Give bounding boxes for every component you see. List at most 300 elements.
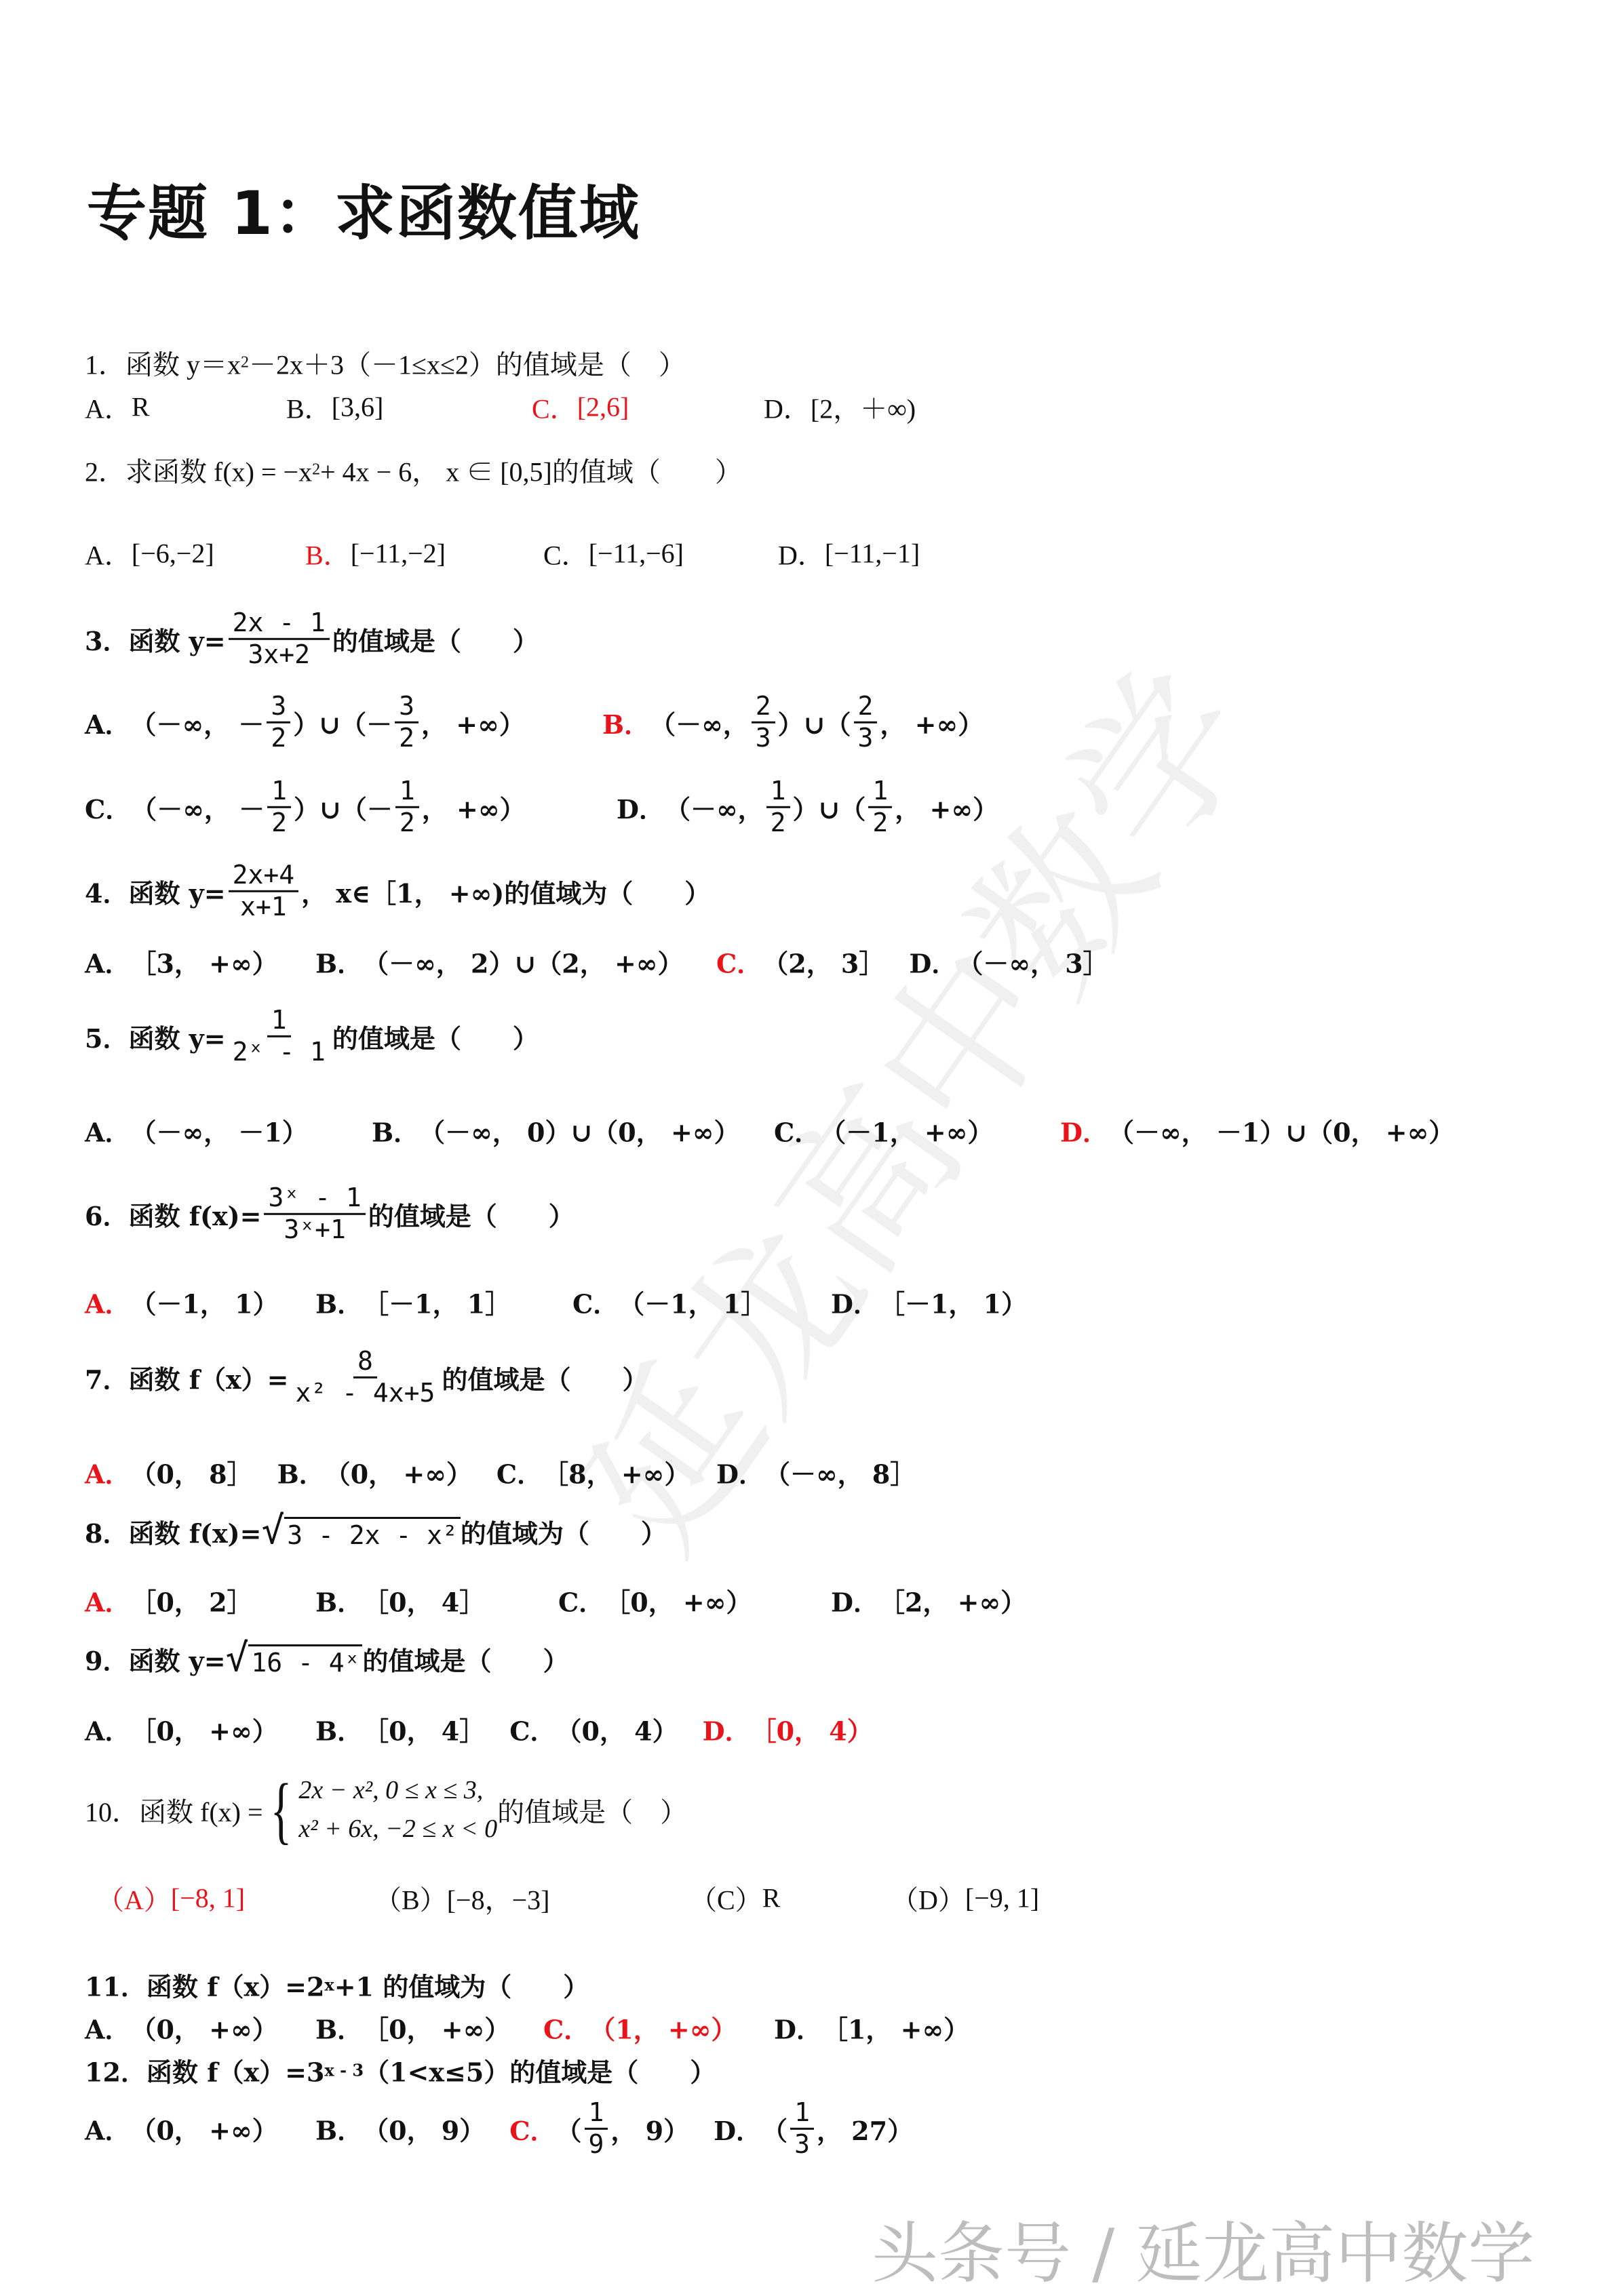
question-5-option-3 <box>774 1112 993 1149</box>
superscript: 2 <box>312 460 321 479</box>
fraction-numerator: 2 <box>752 692 775 724</box>
option-label: A． <box>85 709 131 740</box>
option-value <box>751 1711 873 1748</box>
option-value <box>171 1882 245 1914</box>
question-11-option-1 <box>85 2009 278 2046</box>
math-text: －2x＋3（－1≤x≤2）的值域是（ ） <box>249 349 686 380</box>
piecewise-function <box>263 1768 498 1851</box>
math-text: （1， +∞） <box>589 2014 737 2045</box>
question-10-option-2 <box>374 1879 549 1918</box>
fraction <box>267 776 291 837</box>
option-label: D． <box>764 393 811 424</box>
fraction <box>395 692 419 753</box>
option-value <box>965 1882 1039 1914</box>
question-11-stem <box>85 1966 589 2004</box>
question-number: 10． <box>85 1796 139 1827</box>
math-text: ［1， +∞） <box>821 2014 970 2045</box>
math-text: （－∞， <box>650 709 749 740</box>
math-text: ［0， 4］ <box>363 1716 486 1747</box>
option-label: D． <box>1060 1117 1108 1148</box>
fraction <box>854 692 878 753</box>
option-label: A． <box>85 393 132 424</box>
option-label: A． <box>85 948 131 979</box>
math-text: （ <box>556 2115 582 2146</box>
question-1-option-1 <box>85 388 150 427</box>
question-7-option-3 <box>497 1454 690 1491</box>
option-value <box>762 2098 913 2159</box>
question-4-option-4 <box>909 943 1108 981</box>
radicand: 3 - 2x - x² <box>284 1517 461 1550</box>
math-text: （0， +∞） <box>130 2115 278 2146</box>
fraction <box>229 608 330 669</box>
option-value <box>822 2009 969 2046</box>
question-10-option-3 <box>690 1879 780 1918</box>
option-value <box>130 2009 277 2046</box>
option-label: C． <box>543 540 589 571</box>
option-label: A． <box>85 1716 131 1747</box>
option-label: D． <box>831 1288 879 1320</box>
math-text: （－∞， 0）∪（0， +∞） <box>419 1117 740 1148</box>
math-text: ［0， +∞） <box>604 1587 752 1618</box>
math-text: ， x∈［1， +∞)的值域为（ ） <box>301 877 711 909</box>
math-text: ［3， +∞） <box>130 948 278 979</box>
math-text: （0， +∞） <box>324 1459 472 1490</box>
option-value <box>130 1454 252 1491</box>
math-text: [−9, 1] <box>965 1882 1040 1914</box>
option-label: B． <box>305 540 351 571</box>
math-text: +1 的值域为（ ） <box>334 1971 589 2002</box>
question-number: 12． <box>85 2057 147 2088</box>
fraction <box>868 776 892 837</box>
question-7-option-4 <box>716 1454 916 1491</box>
math-text: ）∪（ <box>777 709 851 740</box>
question-9-option-3 <box>509 1711 678 1748</box>
math-text: 函数 y= <box>128 1645 226 1676</box>
option-value <box>131 776 525 837</box>
math-text: 的值域是（ ） <box>332 1023 539 1054</box>
option-value <box>130 943 277 981</box>
fraction-numerator: 1 <box>790 2098 814 2130</box>
fraction-denominator: 3x+2 <box>248 639 310 669</box>
option-label: （A） <box>97 1884 171 1916</box>
question-8-option-1 <box>85 1582 253 1619</box>
math-text: ）∪（－ <box>294 793 393 825</box>
option-label: D． <box>714 2115 762 2146</box>
piecewise-case: 2x − x², 0 ≤ x ≤ 3, <box>298 1776 484 1804</box>
radical-sign-icon: √ <box>261 1509 285 1553</box>
fraction <box>292 1347 440 1408</box>
math-text: ［0， 4） <box>750 1716 873 1747</box>
math-text: ［2， +∞） <box>878 1587 1027 1618</box>
question-8-option-2 <box>315 1582 485 1619</box>
math-text: ［－1， 1］ <box>363 1288 511 1320</box>
question-number: 7． <box>85 1364 129 1395</box>
option-value <box>130 1711 277 1748</box>
math-text: R <box>131 391 150 422</box>
radicand: 16 - 4ˣ <box>248 1644 362 1678</box>
fraction-denominator: 2 <box>271 807 288 837</box>
math-text: 求函数 f(x) = −x <box>125 456 313 488</box>
math-text: ［0， +∞） <box>363 2014 511 2045</box>
fraction-denominator: 2 <box>399 722 414 753</box>
option-value <box>650 692 984 753</box>
question-number: 4． <box>85 877 129 909</box>
fraction-denominator: 9 <box>588 2129 604 2159</box>
question-2-option-4 <box>778 534 920 573</box>
option-label: C． <box>85 793 132 825</box>
fraction-denominator: x² - 4x+5 <box>295 1377 435 1408</box>
option-value <box>543 1454 690 1491</box>
option-label: B． <box>315 1288 364 1320</box>
fraction-denominator: 2ˣ - 1 <box>232 1036 326 1067</box>
question-number: 8． <box>85 1518 129 1549</box>
math-text: [3,6] <box>331 391 384 422</box>
fraction-denominator: 3 <box>857 722 874 753</box>
option-value <box>957 943 1108 981</box>
option-label: B． <box>372 1117 420 1148</box>
math-text: （－∞， － <box>130 709 265 740</box>
option-value <box>762 1882 781 1914</box>
math-text: （－∞， －1）∪（0， +∞） <box>1108 1117 1455 1148</box>
math-text: （－∞， <box>664 793 764 825</box>
fraction-numerator: 8 <box>353 1347 377 1379</box>
question-4-option-3 <box>716 943 884 981</box>
question-3-option-3 <box>85 776 526 837</box>
option-label: D． <box>774 2014 822 2045</box>
option-value <box>820 1112 993 1149</box>
option-label: B． <box>315 2014 364 2045</box>
math-text: R <box>762 1882 781 1914</box>
math-text: （－∞， － <box>131 793 265 825</box>
question-6-option-2 <box>315 1284 511 1321</box>
fraction <box>229 1006 330 1067</box>
fraction-denominator: 3ˣ+1 <box>284 1214 346 1244</box>
question-5-stem <box>85 1006 539 1067</box>
math-text: （2， 3］ <box>762 948 885 979</box>
question-7-option-1 <box>85 1454 253 1491</box>
fraction-numerator: 1 <box>267 776 291 808</box>
math-text: [−8，−3] <box>446 1884 550 1916</box>
question-10-stem <box>85 1768 688 1851</box>
math-text: （－∞， －1） <box>130 1117 308 1148</box>
left-brace-icon: { <box>270 1768 292 1851</box>
math-text: （－∞， 3］ <box>957 948 1109 979</box>
math-text: （－∞， 2）∪（2， +∞） <box>363 948 684 979</box>
option-value <box>363 943 683 981</box>
math-text: 函数 f(x)= <box>128 1200 262 1231</box>
option-value <box>556 1711 678 1748</box>
math-text: 函数 f(x)= <box>128 1518 262 1549</box>
option-value <box>130 1112 307 1149</box>
question-7-stem <box>85 1347 648 1408</box>
fraction-denominator: 3 <box>794 2129 810 2159</box>
math-text: （0， 8］ <box>130 1459 253 1490</box>
option-label: D． <box>831 1587 879 1618</box>
math-text: 函数 f（x）=2 <box>146 1971 325 2002</box>
question-2-option-3 <box>543 534 684 573</box>
option-value <box>130 692 524 753</box>
math-text: 函数 f（x）=3 <box>146 2057 325 2088</box>
option-label: D． <box>778 540 825 571</box>
piecewise-case: x² + 6x, −2 ≤ x < 0 <box>298 1815 498 1843</box>
math-text: ， +∞） <box>421 793 526 825</box>
fraction <box>752 692 775 753</box>
option-label: B． <box>286 393 332 424</box>
question-8-option-3 <box>558 1582 752 1619</box>
question-12-option-4 <box>714 2098 913 2159</box>
fraction-denominator: 3 <box>755 722 771 753</box>
math-text: 函数 f（x）= <box>128 1364 289 1395</box>
math-text: ［－1， 1） <box>878 1288 1028 1320</box>
math-text: [2,6] <box>577 391 629 422</box>
question-12-option-3 <box>509 2098 689 2159</box>
math-text: （－1， 1］ <box>619 1288 767 1320</box>
option-label: D． <box>909 948 958 979</box>
question-number: 1． <box>85 349 125 380</box>
question-number: 11． <box>85 1971 147 2002</box>
math-text: ， 27） <box>816 2115 914 2146</box>
superscript: 2 <box>241 353 249 372</box>
option-value <box>619 1284 766 1321</box>
question-9-option-4 <box>703 1711 873 1748</box>
math-text: ， +∞） <box>880 709 984 740</box>
option-value <box>1108 1112 1454 1149</box>
option-value <box>363 1284 511 1321</box>
fraction-numerator: 3 <box>395 692 419 724</box>
fraction-denominator: x+1 <box>240 891 287 922</box>
math-text: [−11,−2] <box>350 538 446 569</box>
superscript: x - 3 <box>324 2060 364 2080</box>
math-text: + 4x − 6， x ∈ [0,5]的值域（ ） <box>320 456 742 488</box>
option-label: C． <box>716 948 763 979</box>
option-label: B． <box>315 1716 364 1747</box>
math-text: [−11,−6] <box>588 538 684 569</box>
fraction-denominator: 2 <box>271 722 287 753</box>
option-value <box>332 391 384 423</box>
question-4-stem <box>85 860 710 922</box>
question-7-option-2 <box>277 1454 472 1491</box>
question-1-option-4 <box>764 388 916 427</box>
math-text: 函数 y= <box>128 1023 226 1054</box>
math-text: 函数 f(x) = <box>139 1796 263 1827</box>
question-10-option-4 <box>891 1879 1039 1918</box>
option-label: （B） <box>374 1884 447 1916</box>
square-root <box>225 1636 363 1680</box>
question-4-option-1 <box>85 943 278 981</box>
option-label: A． <box>85 1459 131 1490</box>
math-text: 的值域是（ ） <box>362 1645 569 1676</box>
option-value <box>604 1582 752 1619</box>
math-text: ［0， 4］ <box>363 1587 486 1618</box>
question-8-stem <box>85 1509 667 1553</box>
option-value <box>879 1582 1026 1619</box>
math-text: ， +∞） <box>421 709 525 740</box>
question-11-option-2 <box>315 2009 510 2046</box>
math-text: （－1， +∞） <box>820 1117 994 1148</box>
question-9-option-2 <box>315 1711 485 1748</box>
option-label: C． <box>509 1716 556 1747</box>
option-label: C． <box>509 2115 556 2146</box>
question-2-option-1 <box>85 534 214 573</box>
option-label: B． <box>315 948 364 979</box>
question-5-option-2 <box>372 1112 739 1149</box>
question-1-stem <box>85 344 686 382</box>
question-8-option-4 <box>831 1582 1026 1619</box>
fraction <box>585 2098 608 2159</box>
question-4-option-2 <box>315 943 683 981</box>
option-value <box>589 2009 737 2046</box>
fraction-numerator: 1 <box>585 2098 608 2130</box>
math-text: ［0， +∞） <box>130 1716 278 1747</box>
footer-watermark: 头条号 / 延龙高中数学 <box>872 2215 1535 2293</box>
math-text: 的值域是（ ） <box>368 1200 575 1231</box>
option-label: B． <box>315 2115 364 2146</box>
option-label: C． <box>496 1459 543 1490</box>
option-value <box>363 2009 510 2046</box>
math-text: ［8， +∞） <box>543 1459 690 1490</box>
option-label: D． <box>716 1459 764 1490</box>
fraction <box>267 692 290 753</box>
option-value <box>879 1284 1027 1321</box>
question-5-option-4 <box>1060 1112 1454 1149</box>
option-label: A． <box>85 2115 131 2146</box>
option-value <box>130 1284 278 1321</box>
fraction <box>229 860 299 922</box>
question-5-option-1 <box>85 1112 308 1149</box>
fraction-denominator: 2 <box>770 807 786 837</box>
math-text: 函数 y＝x <box>125 349 241 380</box>
math-text: ）∪（ <box>792 793 866 825</box>
math-text: 的值域是（ ） <box>497 1796 688 1827</box>
math-text: ）∪（－ <box>293 709 393 740</box>
fraction-numerator: 1 <box>766 776 790 808</box>
math-text: （0， +∞） <box>130 2014 278 2045</box>
option-label: D． <box>702 1716 751 1747</box>
math-text: [−8, 1] <box>170 1882 246 1914</box>
fraction <box>790 2098 814 2159</box>
fraction-numerator: 2x+4 <box>229 860 299 892</box>
math-text: 的值域是（ ） <box>442 1364 648 1395</box>
question-number: 5． <box>85 1023 129 1054</box>
question-12-stem <box>85 2052 716 2089</box>
fraction <box>766 776 790 837</box>
fraction-denominator: 2 <box>399 807 415 837</box>
option-value <box>325 1454 472 1491</box>
math-text: 的值域为（ ） <box>460 1518 667 1549</box>
option-label: C． <box>572 1288 619 1320</box>
math-text: ， +∞） <box>895 793 998 825</box>
option-value <box>132 391 150 423</box>
math-text: （－∞， 8］ <box>764 1459 916 1490</box>
question-12-option-1 <box>85 2110 278 2147</box>
math-text: ， 9） <box>610 2115 690 2146</box>
math-text: [−6,−2] <box>131 538 214 569</box>
piecewise-cases <box>298 1771 497 1848</box>
option-label: （C） <box>690 1884 762 1916</box>
question-11-option-4 <box>774 2009 969 2046</box>
question-6-option-4 <box>831 1284 1027 1321</box>
option-value <box>351 538 446 570</box>
option-value <box>419 1112 739 1149</box>
question-2-option-2 <box>305 534 446 573</box>
option-value <box>811 388 916 427</box>
math-text: （－1， 1） <box>130 1288 279 1320</box>
math-text: [−11,−1] <box>824 538 920 569</box>
math-text: 的值域是（ ） <box>332 625 539 656</box>
fraction-denominator: 2 <box>872 807 889 837</box>
question-3-option-2 <box>602 692 984 753</box>
option-value <box>577 391 629 423</box>
question-3-option-4 <box>617 776 998 837</box>
question-11-option-3 <box>543 2009 737 2046</box>
question-6-stem <box>85 1183 575 1244</box>
option-value <box>762 943 884 981</box>
fraction-numerator: 2x - 1 <box>229 608 330 640</box>
fraction-numerator: 1 <box>868 776 892 808</box>
option-value <box>589 538 684 570</box>
square-root <box>261 1509 460 1553</box>
option-label: C． <box>543 2014 590 2045</box>
option-label: A． <box>85 2014 131 2045</box>
option-value <box>363 2110 485 2147</box>
math-text: （0， 4） <box>556 1716 678 1747</box>
question-6-option-1 <box>85 1284 279 1321</box>
question-number: 2． <box>85 456 125 488</box>
option-value <box>363 1711 485 1748</box>
option-value <box>825 538 920 570</box>
fraction-numerator: 3 <box>267 692 290 724</box>
option-label: （D） <box>891 1884 965 1916</box>
option-value <box>764 1454 916 1491</box>
math-text: （1<x≤5）的值域是（ ） <box>364 2057 716 2088</box>
question-6-option-3 <box>572 1284 766 1321</box>
question-12-option-2 <box>315 2110 485 2147</box>
option-label: A． <box>85 1587 131 1618</box>
option-label: B． <box>277 1459 325 1490</box>
math-text: 函数 y= <box>128 877 226 909</box>
math-text: 函数 y= <box>128 625 226 656</box>
math-text: （0， 9） <box>363 2115 486 2146</box>
math-text: （ <box>762 2115 788 2146</box>
option-value <box>132 538 214 570</box>
option-label: D． <box>617 793 665 825</box>
option-value <box>447 1879 550 1918</box>
question-number: 9． <box>85 1645 129 1676</box>
option-label: C． <box>774 1117 821 1148</box>
option-value <box>130 2110 277 2147</box>
fraction <box>264 1183 365 1244</box>
question-9-option-1 <box>85 1711 278 1748</box>
fraction-numerator: 2 <box>854 692 878 724</box>
option-label: B． <box>315 1587 364 1618</box>
question-3-option-1 <box>85 692 525 753</box>
fraction-numerator: 1 <box>395 776 419 808</box>
math-text: ［0， 2］ <box>130 1587 253 1618</box>
question-9-stem <box>85 1636 569 1680</box>
question-number: 3． <box>85 625 129 656</box>
option-label: B． <box>602 709 650 740</box>
fraction-numerator: 1 <box>267 1006 291 1037</box>
superscript: x <box>324 1975 334 1995</box>
question-3-stem <box>85 608 539 669</box>
question-1-option-2 <box>286 388 383 427</box>
option-value <box>556 2098 690 2159</box>
option-label: A． <box>85 1288 131 1320</box>
page-title: 专题 1：求函数值域 <box>87 178 640 248</box>
question-number: 6． <box>85 1200 129 1231</box>
option-value <box>130 1582 252 1619</box>
question-1-option-3 <box>532 388 629 427</box>
